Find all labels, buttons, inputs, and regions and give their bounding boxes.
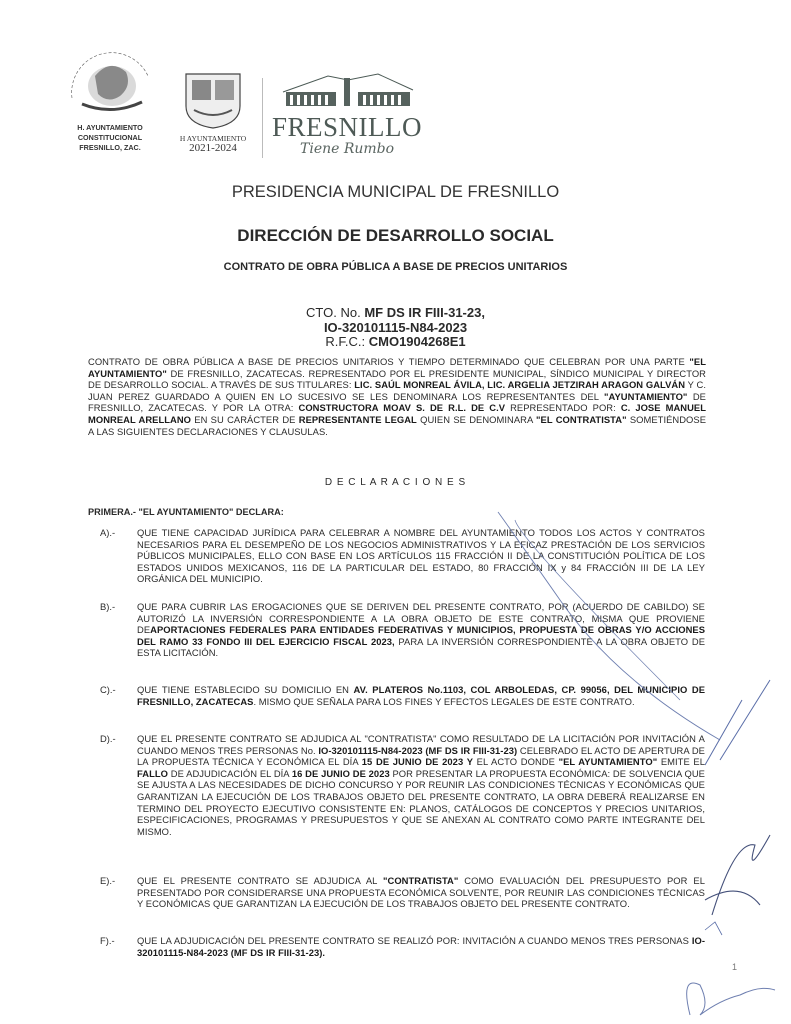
text-segment: QUE EL PRESENTE CONTRATO SE ADJUDICA AL "CONTRATISTA" COMO RESULTADO DE LA LICITACIÓN POR INVITACIÓN A CUANDO MENOS TRES PERSONAS No. [137, 733, 705, 756]
text-segment: CONTRATO DE OBRA PÚBLICA A BASE DE PRECIOS UNITARIOS Y TIEMPO DETERMINADO QUE CELEBRAN POR UNA PARTE [88, 356, 690, 367]
io-value: IO-320101115-N84-2023 [323, 319, 468, 335]
bold-text-segment: REPRESENTANTE LEGAL [298, 413, 417, 425]
contract-type-title: CONTRATO DE OBRA PÚBLICA A BASE DE PRECIOS UNITARIOS [223, 261, 568, 273]
text-segment: QUE EL PRESENTE CONTRATO SE ADJUDICA AL [137, 875, 384, 886]
text-segment: QUE PARA CUBRIR LAS EROGACIONES QUE SE DERIVEN DEL PRESENTE CONTRATO, POR (ACUERDO DE CABILDO) SE AUTORIZÓ LA INVERSIÓN CORRESPONDIENTE A LA OBRA OBJETO DE ESTE CONTRATO, MISMA QUE PROVIENE DE [137, 601, 705, 636]
text-segment: POR PRESENTAR LA PROPUESTA ECONÓMICA: DE SOLVENCIA QUE SE AJUSTA A LAS NECESIDADES DE DICHO CONCURSO Y POR REUNIR LAS CONDICIONES TÉCNICAS Y ECONÓMICAS QUE GARANTIZAN LA EJECUCIÓN DE LOS TRABAJOS OBJETO DEL PRESENTE CONTRATO, LA OBRA DEBERÁ REALIZARSE EN TERMINO DEL PROYECTO EJECUTIVO CONSISTENTE EN: PLANOS, CATÁLOGOS DE CONCEPTOS Y PRECIOS UNITARIOS, ESPECIFICACIONES, PROGRAMAS Y PRESUPUESTOS Y QUE SE ANEXAN AL CONTRATO COMO PARTE INTEGRANTE DEL MISMO. [137, 767, 705, 837]
cto-value: MF DS IR FIII-31-23, [364, 305, 485, 320]
bold-text-segment: "AYUNTAMIENTO" [604, 390, 688, 402]
bold-text-segment: 15 DE JUNIO DE 2023 Y [361, 756, 474, 768]
bold-text-segment: APORTACIONES FEDERALES PARA ENTIDADES FEDERATIVAS Y MUNICIPIOS, PROPUESTA DE OBRAS Y/O ACCIONES DEL RAMO 33 FONDO III DEL EJERCICIO FISCAL 2023, [137, 624, 705, 647]
bold-text-segment: 16 DE JUNIO DE 2023 [291, 767, 390, 779]
bold-text-segment: C. JOSE MANUEL MONREAL ARELLANO [88, 402, 706, 425]
seal-caption-line: FRESNILLO, ZAC. [79, 143, 141, 152]
signature-stroke [687, 983, 775, 1015]
seal-caption-line: CONSTITUCIONAL [77, 133, 143, 142]
text-segment: SOMETIÉNDOSE A LAS SIGUIENTES DECLARACIONES Y CLAUSULAS. [88, 413, 706, 437]
shield-caption-title: H AYUNTAMIENTO [179, 134, 247, 143]
brand-tagline: Tiene Rumbo [300, 141, 395, 157]
clause-label: E).- [100, 875, 116, 886]
clause-label: C).- [100, 684, 116, 695]
bold-text-segment: AV. PLATEROS No.1103, COL ARBOLEDAS, CP. 99056, DEL MUNICIPIO DE FRESNILLO, ZACATECAS [137, 684, 705, 707]
text-segment: PARA LA INVERSIÓN CORRESPONDIENTE A LA OBRA OBJETO DE ESTA LICITACIÓN. [137, 635, 705, 659]
shield-caption-years: 2021-2024 [189, 142, 237, 154]
text-segment: QUE LA ADJUDICACIÓN DEL PRESENTE CONTRATO SE REALIZÓ POR: INVITACIÓN A CUANDO MENOS TRES PERSONAS [137, 935, 692, 946]
text-segment: EL ACTO DONDE [473, 756, 559, 768]
text-segment: QUE TIENE CAPACIDAD JURÍDICA PARA CELEBRAR A NOMBRE DEL AYUNTAMIENTO TODOS LOS ACTOS Y CONTRATOS NECESARIOS PARA EL DESEMPEÑO DE LOS NEGOCIOS ADMINISTRATIVOS Y LA EFICAZ PRESTACIÓN DE LOS SERVICIOS PÚBLICOS MUNICIPALES, ELLO CON BASE EN LOS ARTÍCULOS 115 FRACCIÓN II DE LA CONSTITUCIÓN POLÍTICA DE LOS ESTADOS UNIDOS MEXICANOS, 116 DE LA PARTICULAR DEL ESTADO, 80 FRACCIÓN IX y 84 FRACCIÓN III DE LA LEY ORGÁNICA DEL MUNICIPIO. [137, 527, 705, 585]
signature-stroke [705, 835, 770, 915]
check-mark [705, 922, 722, 935]
bold-text-segment: CONSTRUCTORA MOAV S. DE R.L. DE C.V [298, 402, 506, 414]
signature-stroke [705, 680, 770, 765]
bold-text-segment: "EL AYUNTAMIENTO" [88, 356, 706, 379]
rfc-label: R.F.C.: [325, 334, 369, 349]
bold-text-segment: "EL CONTRATISTA" [536, 413, 627, 425]
declarations-heading: D E C L A R A C I O N E S [324, 477, 467, 488]
page-number: 1 [732, 962, 738, 972]
seal-caption-line: H. AYUNTAMIENTO [77, 123, 143, 132]
text-segment: Y C. JUAN PEREZ GUARDADO A QUIEN EN LO SUCESIVO SE LES DENOMINARA LOS REPRESENTANTES DEL [88, 379, 706, 402]
text-segment: QUE TIENE ESTABLECIDO SU DOMICILIO EN [137, 684, 354, 695]
signature-stroke [498, 512, 720, 740]
department-title: DIRECCIÓN DE DESARROLLO SOCIAL [237, 226, 554, 245]
office-title: PRESIDENCIA MUNICIPAL DE FRESNILLO [231, 183, 560, 201]
bold-text-segment: IO-320101115-N84-2023 (MF DS IR FIII-31-23) [318, 744, 518, 756]
clause-label: F).- [100, 935, 115, 946]
text-segment: COMO EVALUACIÓN DEL PRESUPUESTO POR EL PRESENTADO POR CONSIDERARSE UNA PROPUESTA ECONÓMICA SOLVENTE, POR REUNIR LAS CONDICIONES TÉCNICAS Y ECONÓMICAS QUE GARANTIZAN LA EJECUCIÓN DE LOS TRABAJOS OBJETO DEL PRESENTE CONTRATO. [137, 875, 705, 910]
bold-text-segment: "CONTRATISTA" [383, 875, 459, 886]
text-segment: EMITE EL [657, 756, 705, 768]
bold-text-segment: IO-320101115-N84-2023 (MF DS IR FIII-31-23). [137, 935, 705, 958]
clause-label: A).- [100, 527, 116, 538]
bold-text-segment: LIC. SAÚL MONREAL ÁVILA, LIC. ARGELIA JETZIRAH ARAGON GALVÁN [354, 379, 686, 391]
text-segment: . MISMO QUE SEÑALA PARA LOS FINES Y EFECTOS LEGALES DE ESTE CONTRATO. [253, 695, 635, 707]
text-segment: CELEBRADO EL ACTO DE APERTURA DE LA PROPUESTA TÉCNICA Y ECONÓMICA EL DÍA [137, 744, 705, 768]
clause-label: B).- [100, 601, 116, 612]
brand-name: FRESNILLO [272, 112, 423, 142]
bold-text-segment: "EL AYUNTAMIENTO" [558, 756, 658, 768]
first-declaration-heading: PRIMERA.- "EL AYUNTAMIENTO" DECLARA: [88, 507, 284, 517]
text-segment: DE FRESNILLO, ZACATECAS. REPRESENTADO POR EL PRESIDENTE MUNICIPAL, SÍNDICO MUNICIPAL Y DIRECTOR DE DESARROLLO SOCIAL. A TRAVÉS DE SUS TITULARES: [88, 367, 706, 391]
clause-label: D).- [100, 733, 116, 744]
text-segment: EN SU CARÁCTER DE [191, 413, 299, 425]
text-segment: DE FRESNILLO, ZACATECAS. Y POR LA OTRA: [88, 390, 706, 414]
text-segment: DE ADJUDICACIÓN EL DÍA [167, 767, 292, 779]
signature-stroke [515, 520, 680, 700]
text-segment: QUIEN SE DENOMINARA [416, 413, 537, 425]
text-segment: REPRESENTADO POR: [505, 402, 621, 414]
cto-label: CTO. No. [306, 305, 365, 320]
bold-text-segment: FALLO [137, 767, 168, 779]
rfc-value: CMO1904268E1 [368, 334, 466, 349]
